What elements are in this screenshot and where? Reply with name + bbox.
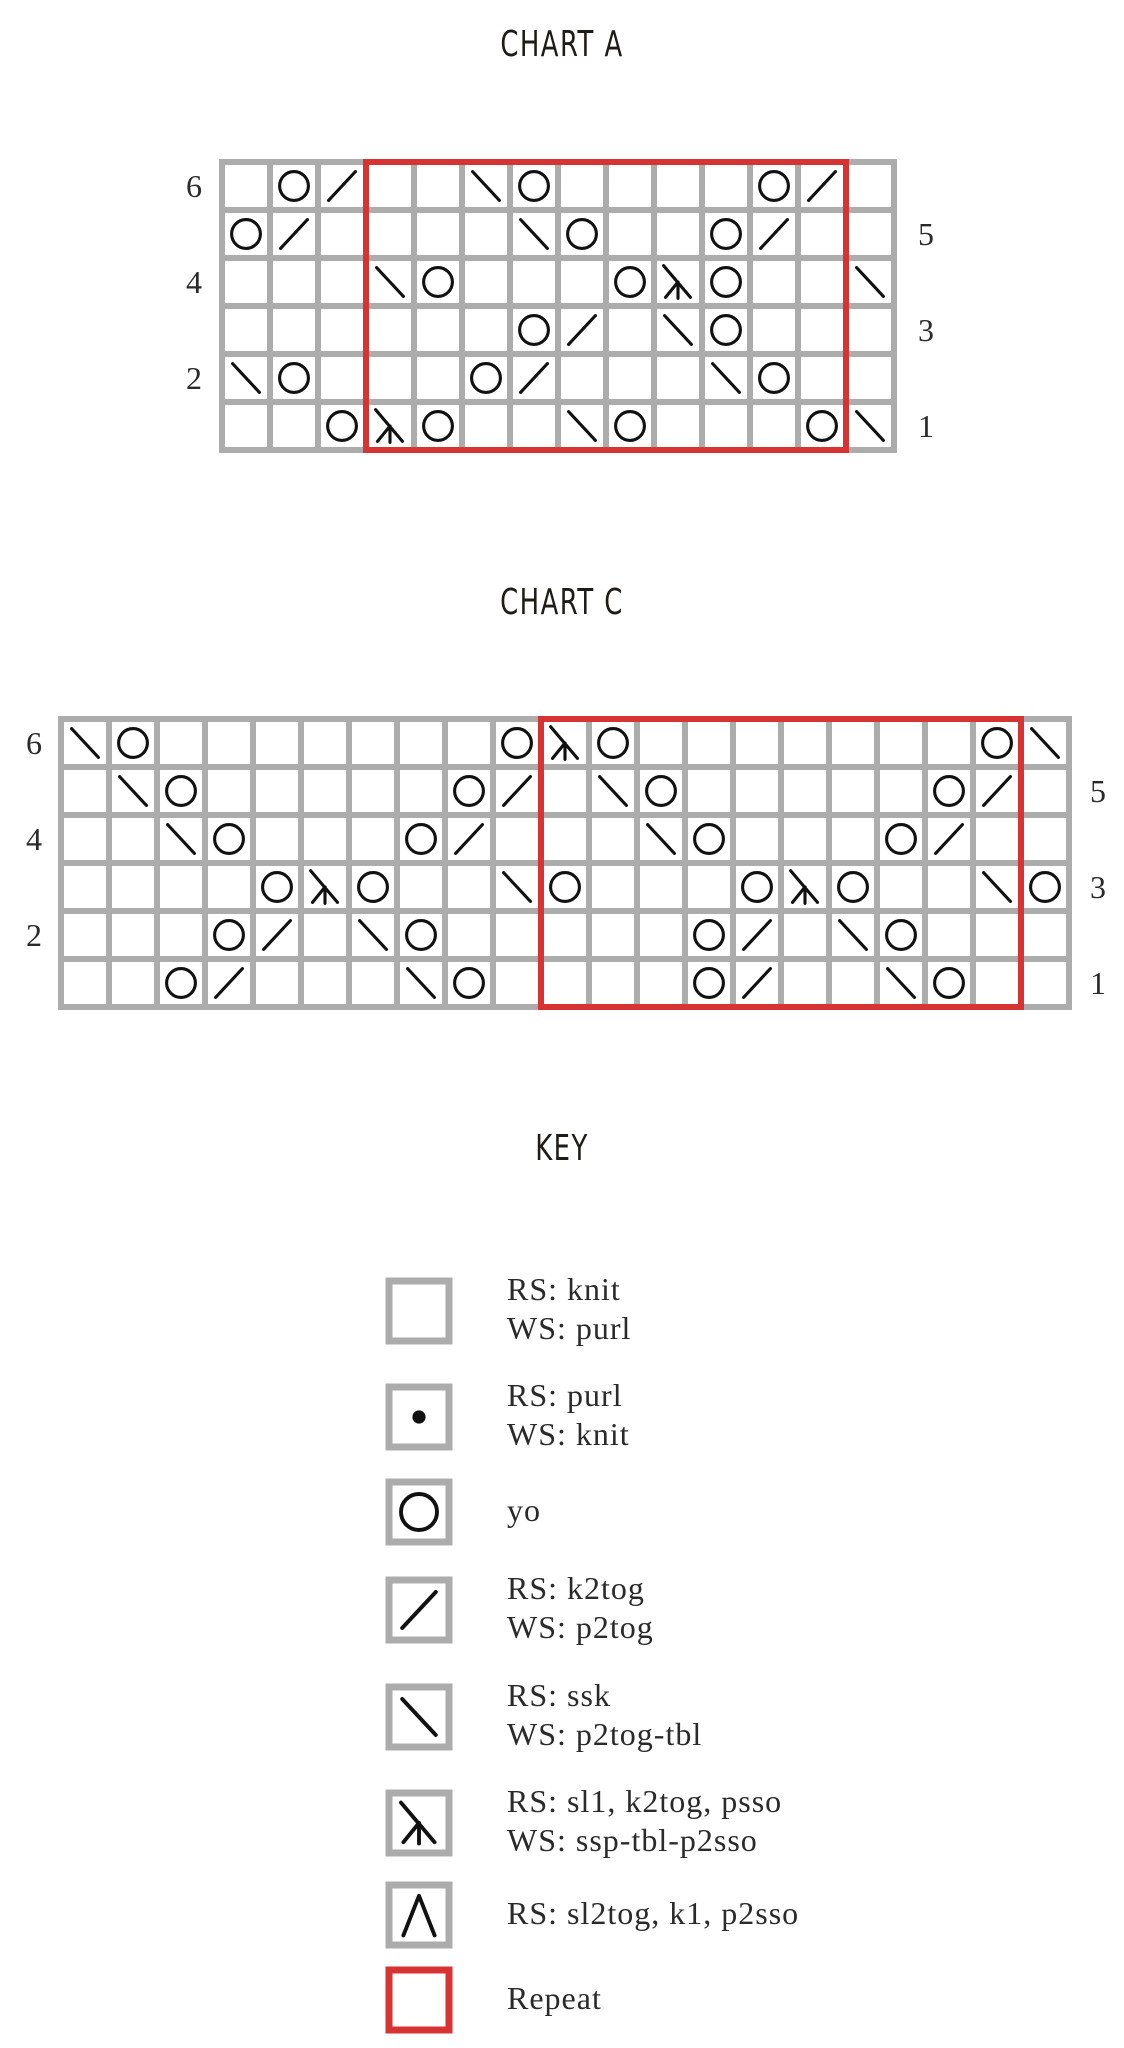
key-label-line: WS: purl xyxy=(507,1310,632,1346)
key-label-line: RS: sl2tog, k1, p2sso xyxy=(507,1894,800,1931)
key-label-line: RS: k2tog xyxy=(507,1570,645,1606)
key-swatch-knit xyxy=(389,1281,449,1341)
row-number-label: 2 xyxy=(186,360,202,396)
row-number-label: 5 xyxy=(918,216,934,252)
key-label-line: RS: ssk xyxy=(507,1677,611,1713)
key-label-repeat xyxy=(507,1979,602,2018)
key-repeat-swatch xyxy=(389,1970,449,2030)
key-label-line: Repeat xyxy=(507,1979,602,2016)
row-number-label: 4 xyxy=(26,821,42,857)
key-label-k2tog xyxy=(507,1569,654,1647)
key-label-line: WS: knit xyxy=(507,1416,630,1452)
key-purl-icon xyxy=(412,1410,425,1423)
key-label-purl xyxy=(507,1376,630,1454)
row-number-label: 3 xyxy=(918,312,934,348)
row-number-label: 1 xyxy=(918,408,934,444)
key-label-line: yo xyxy=(507,1491,541,1528)
row-number-label: 2 xyxy=(26,917,42,953)
chart-a-title: CHART A xyxy=(500,24,624,65)
key-title: KEY xyxy=(535,1128,589,1169)
key-swatch-yo xyxy=(389,1482,449,1542)
row-number-label: 5 xyxy=(1090,773,1106,809)
key-label-line: WS: ssp-tbl-p2sso xyxy=(507,1822,758,1858)
key-label-ssk xyxy=(507,1676,702,1754)
key-label-line: RS: purl xyxy=(507,1377,623,1413)
key-label-line: WS: p2tog xyxy=(507,1609,654,1645)
row-number-label: 6 xyxy=(186,168,202,204)
row-number-label: 4 xyxy=(186,264,202,300)
key-label-s2kp xyxy=(507,1782,782,1860)
key-label-yo xyxy=(507,1491,541,1530)
key-label-line: RS: knit xyxy=(507,1271,621,1307)
key-label-line: WS: p2tog-tbl xyxy=(507,1716,703,1752)
key-label-line: RS: sl1, k2tog, psso xyxy=(507,1783,783,1819)
key-label-knit xyxy=(507,1270,631,1348)
row-number-label: 6 xyxy=(26,725,42,761)
row-number-label: 1 xyxy=(1090,965,1106,1001)
row-number-label: 3 xyxy=(1090,869,1106,905)
purl-dot-icon xyxy=(412,1410,425,1423)
key-label-cdd xyxy=(507,1894,799,1933)
chart-c-title: CHART C xyxy=(500,582,624,623)
